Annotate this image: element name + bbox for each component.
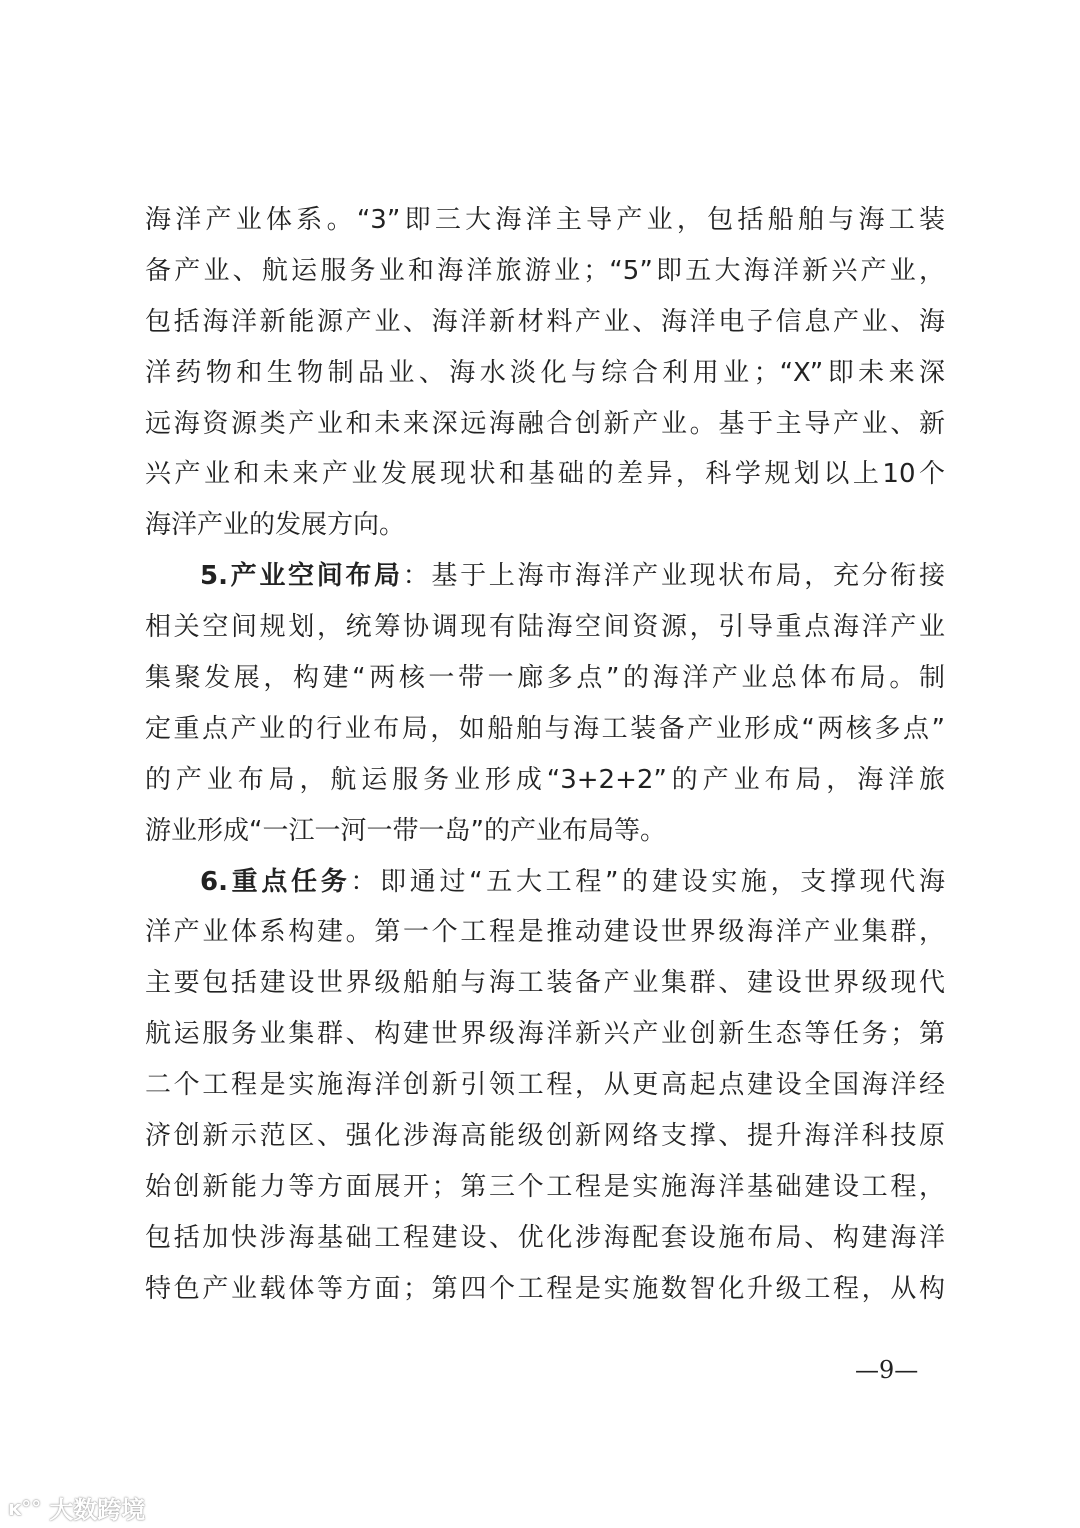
watermark-text: 大数跨境 — [49, 1496, 146, 1524]
watermark-logo-icon: ᴋ°° — [8, 1495, 42, 1520]
text-line: 游业形成“一江一河一带一岛”的产业布局等。 — [145, 815, 666, 846]
text-line: 特色产业载体等方面；第四个工程是实施数智化升级工程，从构 — [145, 1273, 945, 1304]
text-line: 相关空间规划，统筹协调现有陆海空间资源，引导重点海洋产业 — [145, 612, 945, 643]
text-line: 洋药物和生物制品业、海水淡化与综合利用业；“X”即未来深 — [145, 357, 945, 388]
text-line: 海洋产业的发展方向。 — [145, 510, 406, 541]
line-text: ：基于上海市海洋产业现状布局，充分衔接 — [402, 561, 945, 592]
text-line: 备产业、航运服务业和海洋旅游业；“5”即五大海洋新兴产业， — [145, 255, 945, 286]
section-heading: 6.重点任务 — [200, 866, 351, 897]
text-line: 海洋产业体系。“3”即三大海洋主导产业，包括船舶与海工装 — [145, 205, 945, 235]
text-line: 洋产业体系构建。第一个工程是推动建设世界级海洋产业集群， — [145, 917, 945, 948]
text-line: 济创新示范区、强化涉海高能级创新网络支撑、提升海洋科技原 — [145, 1121, 945, 1152]
text-line — [145, 857, 945, 908]
paragraph — [145, 195, 945, 551]
page-number: —9— — [855, 1356, 919, 1384]
section-heading: 5.产业空间布局 — [200, 561, 403, 592]
line-text: ：即通过“五大工程”的建设实施，支撑现代海 — [350, 866, 945, 897]
text-line: 集聚发展，构建“两核一带一廊多点”的海洋产业总体布局。制 — [145, 663, 945, 694]
watermark — [8, 1490, 145, 1525]
document-body — [145, 195, 945, 1315]
text-line: 远海资源类产业和未来深远海融合创新产业。基于主导产业、新 — [145, 408, 945, 439]
text-line: 定重点产业的行业布局，如船舶与海工装备产业形成“两核多点” — [145, 713, 945, 744]
text-line: 二个工程是实施海洋创新引领工程，从更高起点建设全国海洋经 — [145, 1070, 945, 1101]
paragraph — [145, 857, 945, 1315]
text-line: 始创新能力等方面展开；第三个工程是实施海洋基础建设工程， — [145, 1171, 945, 1202]
text-line: 主要包括建设世界级船舶与海工装备产业集群、建设世界级现代 — [145, 968, 945, 999]
paragraph — [145, 551, 945, 856]
text-line: 航运服务业集群、构建世界级海洋新兴产业创新生态等任务；第 — [145, 1019, 945, 1050]
text-line: 兴产业和未来产业发展现状和基础的差异，科学规划以上10个 — [145, 459, 945, 490]
text-line — [145, 551, 945, 602]
text-line: 包括加快涉海基础工程建设、优化涉海配套设施布局、构建海洋 — [145, 1222, 945, 1253]
text-line: 的产业布局，航运服务业形成“3+2+2”的产业布局，海洋旅 — [145, 764, 945, 795]
text-line: 包括海洋新能源产业、海洋新材料产业、海洋电子信息产业、海 — [145, 306, 945, 337]
